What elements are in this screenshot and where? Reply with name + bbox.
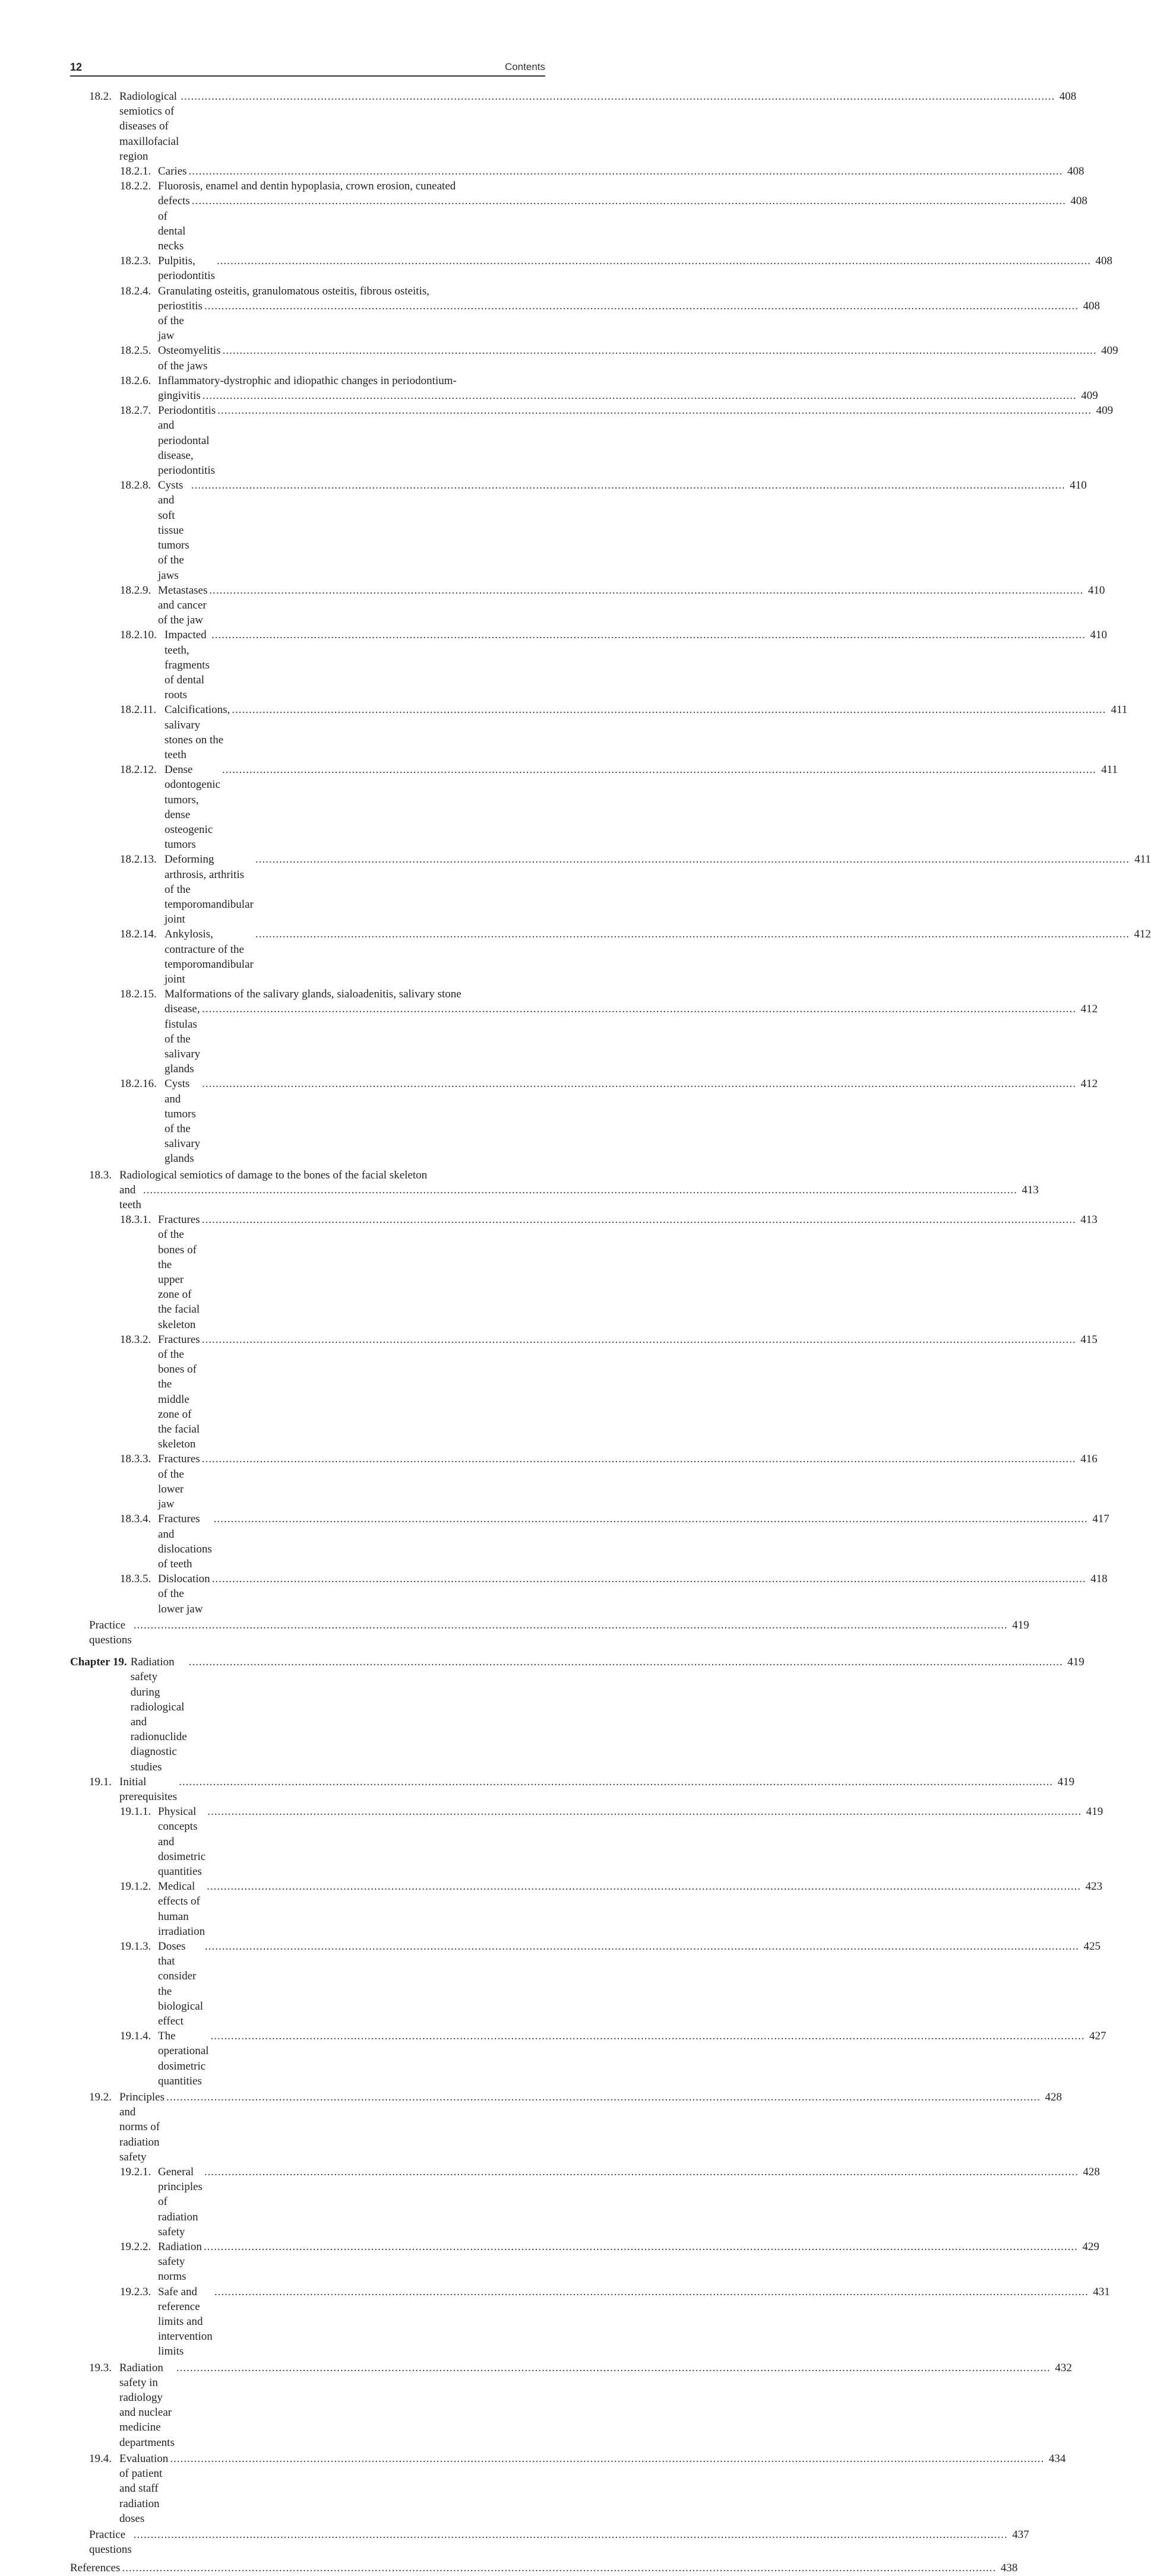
toc-entry-19-1-4[interactable] <box>120 2029 1106 2089</box>
entry-page: 412 <box>1080 1078 1098 1091</box>
table-of-contents <box>70 89 1151 2576</box>
leader-dots <box>176 2360 1051 2375</box>
entry-page: 408 <box>1067 165 1084 178</box>
entry-number: 18.2.4. <box>120 284 154 297</box>
leader-dots <box>191 478 1065 493</box>
leader-dots <box>204 2165 1079 2179</box>
entry-title: Practice questions <box>89 2528 132 2556</box>
entry-page: 408 <box>1059 90 1077 103</box>
toc-entry-19-2-2[interactable] <box>120 2239 1099 2285</box>
entry-title: Evaluation of patient and staff radiation doses <box>119 2452 169 2525</box>
toc-entry-19-2-1[interactable] <box>120 2165 1100 2239</box>
entry-title: Radiological semiotics of diseases of maxillofacial region <box>119 90 179 163</box>
entry-number: 18.2.6. <box>120 374 154 387</box>
toc-entry-18-2-8[interactable] <box>120 478 1087 582</box>
leader-dots <box>214 2285 1089 2299</box>
entry-title: Ankylosis, contracture of the temporomandibular joint <box>165 928 254 986</box>
leader-dots <box>232 702 1106 717</box>
entry-page: 411 <box>1111 704 1128 717</box>
leader-dots <box>170 2451 1044 2466</box>
entry-title: Pulpitis, periodontitis <box>158 255 216 283</box>
entry-number: 19.2.3. <box>120 2285 154 2298</box>
leader-dots <box>223 343 1097 358</box>
entry-title: Fractures of the bones of the middle zone of the facial skeleton <box>158 1333 200 1451</box>
entry-title: Fractures and dislocations of teeth <box>158 1513 212 1570</box>
leader-dots <box>255 927 1130 942</box>
entry-number: 19.1. <box>89 1775 115 1788</box>
entry-title: Caries <box>158 165 187 178</box>
entry-page: 413 <box>1022 1183 1039 1196</box>
toc-entry-19-3[interactable] <box>89 2360 1072 2450</box>
entry-page: 434 <box>1048 2452 1066 2465</box>
entry-page: 419 <box>1012 1618 1029 1631</box>
leader-dots <box>181 89 1055 104</box>
entry-number: 18.2.10. <box>120 629 160 642</box>
entry-title: defects of dental necks <box>158 195 190 253</box>
entry-page: 431 <box>1093 2285 1110 2298</box>
entry-number: 19.2.2. <box>120 2241 154 2254</box>
entry-page: 428 <box>1083 2166 1100 2179</box>
leader-dots <box>207 1879 1081 1894</box>
entry-number: 19.1.1. <box>120 1805 154 1818</box>
leader-dots <box>255 852 1130 867</box>
entry-number: 18.2.3. <box>120 255 154 268</box>
entry-page: 419 <box>1057 1775 1075 1788</box>
toc-entry-18-2-14[interactable] <box>120 927 1151 987</box>
toc-entry-18-3-2[interactable] <box>120 1332 1098 1452</box>
entry-page: 423 <box>1085 1880 1103 1893</box>
toc-entry-19-4[interactable] <box>89 2451 1066 2526</box>
entry-title: Safe and reference limits and intervention limits <box>158 2285 213 2358</box>
entry-page: 438 <box>1000 2562 1018 2575</box>
entry-page: 413 <box>1080 1213 1098 1227</box>
leader-dots <box>217 254 1091 268</box>
entry-title: Fractures of the lower jaw <box>158 1453 200 1511</box>
entry-page: 429 <box>1082 2241 1099 2254</box>
entry-page: 427 <box>1089 2030 1106 2043</box>
entry-number: 18.3. <box>89 1168 115 1181</box>
toc-entry-18-2[interactable] <box>89 89 1077 164</box>
toc-entry-18-2-11[interactable] <box>120 702 1128 762</box>
toc-entry-18-2-5[interactable] <box>120 343 1118 373</box>
entry-title-line: Fluorosis, enamel and dentin hypoplasia, crown erosion, cuneated <box>158 180 456 193</box>
entry-title: Cysts and soft tissue tumors of the jaws <box>158 479 189 582</box>
leader-dots <box>202 1002 1076 1016</box>
entry-page: 411 <box>1134 853 1151 866</box>
entry-page: 432 <box>1055 2361 1072 2374</box>
entry-number: 18.2.9. <box>120 584 154 597</box>
entry-title: Doses that consider the biological effect <box>158 1940 203 2027</box>
toc-entry-chapter-19[interactable] <box>70 1655 1084 1775</box>
toc-entry-19-1-3[interactable] <box>120 1939 1101 2029</box>
entry-number: 19.3. <box>89 2361 115 2374</box>
entry-number: 18.2.12. <box>120 763 160 777</box>
entry-number: 19.2.1. <box>120 2166 154 2179</box>
entry-page: 415 <box>1080 1333 1098 1346</box>
entry-title: General principles of radiation safety <box>158 2166 203 2238</box>
toc-entry-practice-questions-18[interactable] <box>89 1618 1029 1647</box>
entry-number: 18.2. <box>89 90 115 103</box>
toc-entry-18-2-3[interactable] <box>120 254 1113 283</box>
entry-page: 409 <box>1101 344 1118 357</box>
entry-title-line: Granulating osteitis, granulomatous osteitis, fibrous osteitis, <box>158 284 430 297</box>
toc-entry-18-2-10[interactable] <box>120 628 1107 702</box>
entry-number: 18.2.11. <box>120 704 159 717</box>
entry-number: 19.1.3. <box>120 1940 154 1953</box>
running-header <box>70 60 545 74</box>
leader-dots <box>202 1212 1076 1227</box>
toc-entry-18-2-16[interactable] <box>120 1076 1098 1166</box>
entry-page: 411 <box>1101 763 1118 777</box>
entry-title: Practice questions <box>89 1618 132 1646</box>
entry-number: 18.2.15. <box>120 988 160 1001</box>
leader-dots <box>217 403 1092 418</box>
entry-number: 19.2. <box>89 2091 115 2104</box>
entry-number: 18.3.2. <box>120 1333 154 1346</box>
entry-title-line: Inflammatory-dystrophic and idiopathic changes in periodontium- <box>158 374 457 387</box>
entry-number: 18.2.2. <box>120 180 154 193</box>
leader-dots <box>134 1618 1008 1633</box>
entry-page: 409 <box>1081 389 1098 403</box>
leader-dots <box>205 1939 1079 1954</box>
entry-number: 18.2.1. <box>120 165 154 178</box>
entry-title: Initial prerequisites <box>119 1775 178 1803</box>
leader-dots <box>203 388 1077 403</box>
entry-title-line: Malformations of the salivary glands, sialoadenitis, salivary stone <box>165 988 461 1001</box>
entry-number: 18.3.1. <box>120 1213 154 1227</box>
entry-number: 18.2.14. <box>120 928 160 941</box>
leader-dots <box>204 299 1079 313</box>
toc-entry-references[interactable] <box>70 2561 1018 2575</box>
leader-dots <box>207 1804 1082 1819</box>
leader-dots <box>143 1183 1017 1197</box>
entry-page: 412 <box>1080 1003 1098 1016</box>
leader-dots <box>222 762 1096 777</box>
entry-title: References <box>70 2562 121 2575</box>
entry-number: 18.2.8. <box>120 479 154 492</box>
entry-page: 419 <box>1067 1656 1084 1669</box>
entry-number: 18.2.16. <box>120 1078 160 1091</box>
entry-page: 416 <box>1080 1453 1098 1466</box>
header-rule <box>70 75 545 77</box>
toc-entry-19-1[interactable] <box>89 1775 1075 1804</box>
toc-entry-18-2-7[interactable] <box>120 403 1114 478</box>
entry-number: 19.1.2. <box>120 1880 154 1893</box>
entry-page: 409 <box>1096 404 1114 417</box>
entry-number: 18.2.13. <box>120 853 160 866</box>
entry-title: Physical concepts and dosimetric quantities <box>158 1805 206 1878</box>
entry-title-line: Radiological semiotics of damage to the bones of the facial skeleton <box>119 1168 428 1181</box>
entry-page: 419 <box>1086 1805 1103 1818</box>
leader-dots <box>192 194 1066 208</box>
entry-title: Radiation safety in radiology and nuclear medicine departments <box>119 2361 175 2449</box>
entry-page: 437 <box>1012 2528 1029 2541</box>
toc-entry-19-2-3[interactable] <box>120 2285 1110 2359</box>
entry-title: The operational dosimetric quantities <box>158 2030 209 2087</box>
toc-entry-18-3-1[interactable] <box>120 1212 1098 1332</box>
entry-title: Radiation safety during radiological and radionuclide diagnostic studies <box>130 1656 187 1773</box>
entry-page: 410 <box>1090 629 1107 642</box>
toc-entry-18-2-12[interactable] <box>120 762 1118 852</box>
leader-dots <box>202 1332 1076 1347</box>
toc-entry-19-2[interactable] <box>89 2090 1062 2165</box>
leader-dots <box>214 1512 1088 1526</box>
entry-title: gingivitis <box>158 389 201 403</box>
entry-number: 18.3.5. <box>120 1573 154 1586</box>
entry-title: disease, fistulas of the salivary glands <box>165 1003 201 1076</box>
entry-title: Medical effects of human irradiation <box>158 1880 205 1938</box>
toc-entry-18-2-13[interactable] <box>120 852 1151 927</box>
entry-title: Osteomyelitis of the jaws <box>158 344 221 372</box>
entry-number: 19.1.4. <box>120 2030 154 2043</box>
leader-dots <box>202 1076 1076 1091</box>
toc-entry-19-1-1[interactable] <box>120 1804 1103 1879</box>
toc-entry-18-2-4[interactable] <box>120 284 1100 344</box>
leader-dots <box>202 1452 1076 1466</box>
leader-dots <box>179 1775 1053 1789</box>
entry-page: 428 <box>1045 2091 1062 2104</box>
entry-number: 18.2.7. <box>120 404 154 417</box>
leader-dots <box>134 2527 1008 2542</box>
entry-page: 408 <box>1083 299 1100 312</box>
entry-title: Dislocation of the lower jaw <box>158 1573 210 1615</box>
toc-entry-18-2-2[interactable] <box>120 179 1087 254</box>
entry-title: Deforming arthrosis, arthritis of the temporomandibular joint <box>165 853 254 926</box>
entry-page: 417 <box>1092 1513 1109 1526</box>
entry-page: 425 <box>1083 1940 1101 1953</box>
entry-page: 412 <box>1134 928 1151 941</box>
toc-entry-18-2-6[interactable] <box>120 373 1098 403</box>
entry-title: Principles and norms of radiation safety <box>119 2091 165 2163</box>
entry-number: 18.2.5. <box>120 344 154 357</box>
entry-title: Fractures of the bones of the upper zone of the facial skeleton <box>158 1213 200 1331</box>
entry-title: Periodontitis and periodontal disease, periodontitis <box>158 404 216 477</box>
entry-page: 410 <box>1070 479 1087 492</box>
running-title: Contents <box>504 61 545 72</box>
leader-dots <box>122 2561 996 2575</box>
toc-entry-18-2-15[interactable] <box>120 987 1098 1076</box>
leader-dots <box>212 1571 1086 1586</box>
leader-dots <box>189 164 1063 179</box>
leader-dots <box>209 583 1083 598</box>
entry-page: 408 <box>1095 255 1113 268</box>
entry-page: 418 <box>1090 1573 1108 1586</box>
entry-title: Impacted teeth, fragments of dental roots <box>165 629 210 702</box>
entry-title: periostitis of the jaw <box>158 299 203 343</box>
leader-dots <box>166 2090 1041 2105</box>
entry-title: Metastases and cancer of the jaw <box>158 584 208 627</box>
entry-page: 408 <box>1070 195 1087 208</box>
leader-dots <box>210 2029 1084 2043</box>
leader-dots <box>204 2239 1078 2254</box>
toc-entry-practice-questions-19[interactable] <box>89 2527 1029 2557</box>
leader-dots <box>189 1655 1063 1669</box>
toc-entry-18-3-4[interactable] <box>120 1512 1109 1571</box>
toc-entry-18-2-9[interactable] <box>120 583 1105 628</box>
entry-title: Cysts and tumors of the salivary glands <box>165 1078 201 1165</box>
toc-entry-18-3[interactable] <box>89 1168 1039 1213</box>
entry-title: Calcifications, salivary stones on the teeth <box>165 704 230 761</box>
toc-entry-19-1-2[interactable] <box>120 1879 1103 1939</box>
entry-page: 410 <box>1087 584 1105 597</box>
entry-title: Radiation safety norms <box>158 2241 202 2283</box>
entry-number: 18.3.3. <box>120 1453 154 1466</box>
entry-number: 18.3.4. <box>120 1513 154 1526</box>
toc-entry-18-3-3[interactable] <box>120 1452 1098 1512</box>
entry-title: and teeth <box>119 1183 141 1212</box>
chapter-number: Chapter 19. <box>70 1656 127 1669</box>
entry-title: Dense odontogenic tumors, dense osteogenic tumors <box>165 763 220 851</box>
leader-dots <box>211 628 1086 642</box>
page-number: 12 <box>70 61 83 73</box>
toc-entry-18-2-1[interactable] <box>120 164 1084 179</box>
entry-number: 19.4. <box>89 2452 115 2465</box>
toc-entry-18-3-5[interactable] <box>120 1571 1108 1617</box>
